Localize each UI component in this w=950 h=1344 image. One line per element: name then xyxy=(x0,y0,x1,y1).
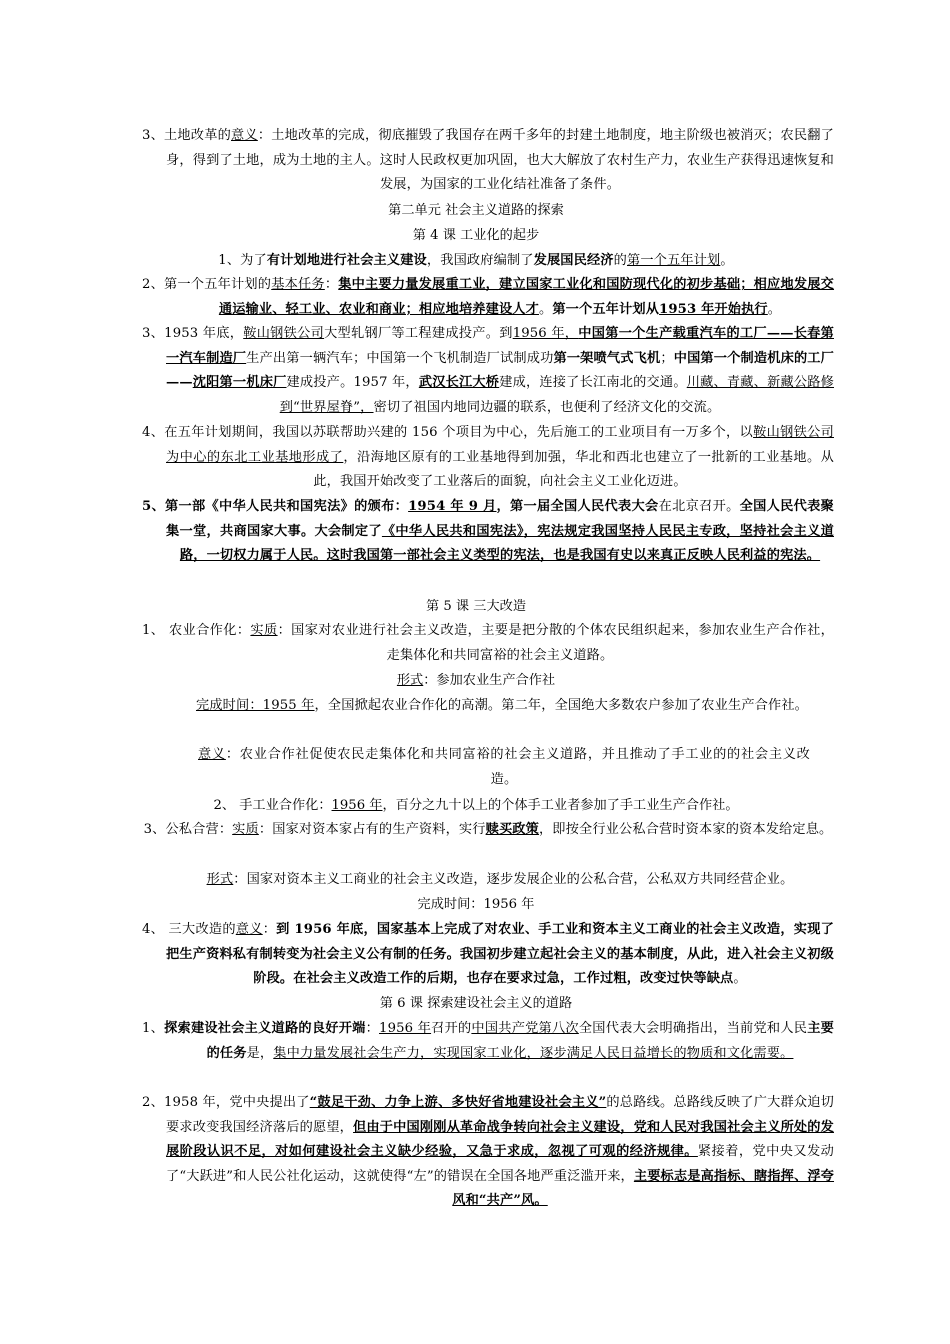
lesson-heading-5: 第 5 课 三大改造 xyxy=(425,599,527,614)
paragraph-joint-time: 完成时间：1956 年 xyxy=(417,897,535,912)
lesson-heading-4: 第 4 课 工业化的起步 xyxy=(412,228,540,243)
paragraph-eighth-congress: 1、探索建设社会主义道路的良好开端：1956 年召开的中国共产党第八次全国代表大会明确指出，当前党和人民主要的任务是，集中力量发展社会生产力，实现国家工业化，逐步满足人民日益增长的物质和文化需要。 xyxy=(142,1021,835,1061)
paragraph-joint-ownership: 3、公私合营：实质：国家对资本家占有的生产资料，实行赎买政策，即按全行业公私合营时资本家的资本发给定息。 xyxy=(143,822,833,837)
paragraph-industrial-bases: 4、在五年计划期间，我国以苏联帮助兴建的 156 个项目为中心，先后施工的工业项目有一万多个，以鞍山钢铁公司为中心的东北工业基地形成了，沿海地区原有的工业基地得到加强，华北和西北也建立了一批新的工业基地。从此，我国开始改变了工业落后的面貌，向社会主义工业化迈进。 xyxy=(142,425,834,490)
paragraph-industrial-projects: 3、1953 年底，鞍山钢铁公司大型轧钢厂等工程建成投产。到1956 年，中国第一个生产载重汽车的工厂——长春第一汽车制造厂生产出第一辆汽车；中国第一个飞机制造厂试制成功第一架喷气式飞机；中国第一个制造机床的工厂——沈阳第一机床厂建成投产。1957 年，武汉长江大桥建成，连接了长江南北的交通。川藏、青藏、新藏公路修到“世界屋脊”，密切了祖国内地同边疆的联系，也便利了经济文化的交流。 xyxy=(142,326,835,415)
paragraph-plan-intro: 1、为了有计划地进行社会主义建设，我国政府编制了发展国民经济的第一个五年计划。 xyxy=(218,253,734,268)
unit-heading: 第二单元 社会主义道路的探索 xyxy=(388,203,564,218)
paragraph-plan-task: 2、第一个五年计划的基本任务：集中主要力量发展重工业，建立国家工业化和国防现代化的初步基础；相应地发展交通运输业、轻工业、农业和商业；相应地培养建设人才。第一个五年计划从1953 年开始执行。 xyxy=(142,277,835,317)
paragraph-agriculture-meaning: 意义：农业合作社促使农民走集体化和共同富裕的社会主义道路，并且推动了手工业的的社会主义改造。 xyxy=(198,747,811,787)
paragraph-joint-form: 形式：国家对资本主义工商业的社会主义改造，逐步发展企业的公私合营，公私双方共同经营企业。 xyxy=(206,872,794,887)
paragraph-agriculture-form: 形式：参加农业生产合作社 xyxy=(396,673,556,688)
paragraph-constitution: 5、第一部《中华人民共和国宪法》的颁布：1954 年 9 月，第一届全国人民代表大会在北京召开。全国人民代表聚集一堂，共商国家大事。大会制定了《中华人民共和国宪法》，宪法规定我国坚持人民民主专政，坚持社会主义道路，一切权力属于人民。这时我国第一部社会主义类型的宪法，也是我国有史以来真正反映人民利益的宪法。 xyxy=(142,499,834,564)
paragraph-agriculture-time: 完成时间：1955 年，全国掀起农业合作化的高潮。第二年，全国绝大多数农户参加了农业生产合作社。 xyxy=(195,698,808,713)
paragraph-agriculture-essence: 1、 农业合作化：实质：国家对农业进行社会主义改造，主要是把分散的个体农民组织起来，参加农业生产合作社，走集体化和共同富裕的社会主义道路。 xyxy=(142,623,834,663)
lesson-heading-6: 第 6 课 探索建设社会主义的道路 xyxy=(379,996,573,1011)
paragraph-general-line: 2、1958 年，党中央提出了“鼓足干劲、力争上游、多快好省地建设社会主义”的总路线。总路线反映了广大群众迫切要求改变我国经济落后的愿望，但由于中国刚刚从革命战争转向社会主义建设，党和人民对我国社会主义所处的发展阶段认识不足，对如何建设社会主义缺少经验，又急于求成，忽视了可观的经济规律。紧接着，党中央又发动了“大跃进”和人民公社化运动，这就使得“左”的错误在全国各地严重泛滥开来，主要标志是高指标、瞎指挥、浮夸风和“共产”风。 xyxy=(142,1095,835,1209)
paragraph-land-reform: 3、土地改革的意义：土地改革的完成，彻底摧毁了我国存在两千多年的封建土地制度，地主阶级也被消灭；农民翻了身，得到了土地，成为土地的主人。这时人民政权更加巩固，也大大解放了农村生产力，农业生产获得迅速恢复和发展，为国家的工业化结社准备了条件。 xyxy=(142,128,834,193)
paragraph-transformation-meaning: 4、 三大改造的意义：到 1956 年底，国家基本上完成了对农业、手工业和资本主义工商业的社会主义改造，实现了把生产资料私有制转变为社会主义公有制的任务。我国初步建立起社会主义的基本制度，从此，进入社会主义初级阶段。在社会主义改造工作的后期，也存在要求过急，工作过粗，改变过快等缺点。 xyxy=(142,922,834,987)
paragraph-handicraft: 2、 手工业合作化：1956 年，百分之九十以上的个体手工业者参加了手工业生产合作社。 xyxy=(213,798,739,813)
